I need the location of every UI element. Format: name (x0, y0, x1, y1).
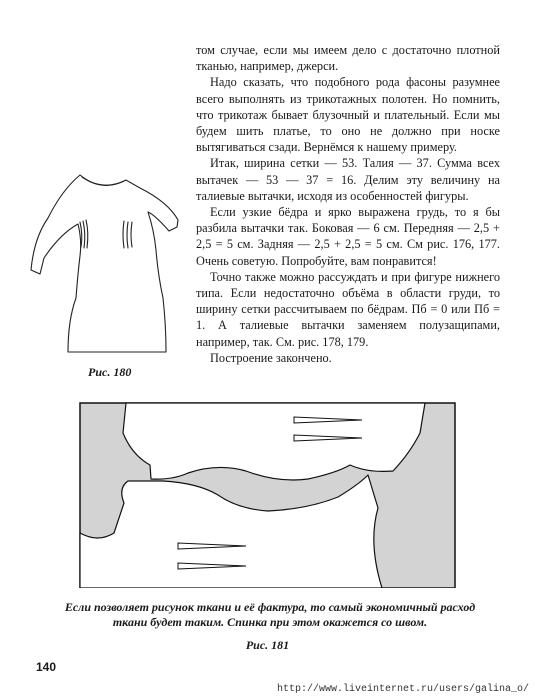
right-dart-1 (131, 222, 132, 247)
paragraph-1: том случае, если мы имеем дело с достаточно плотной тканью, например, джерси. (196, 43, 500, 74)
text-column (196, 42, 500, 366)
right-dart-2 (127, 222, 128, 248)
right-dart-3 (123, 221, 124, 248)
left-dart-3 (86, 220, 88, 248)
paragraph-6: Построение закончено. (210, 350, 332, 365)
figure-181-caption: Рис. 181 (245, 638, 290, 652)
page-number: 140 (36, 660, 57, 674)
figure-180-caption: Рис. 180 (88, 365, 132, 379)
figure-181-description: Если позволяет рисунок ткани и её фактура, то самый экономичный расход ткани будет таким. Спинка при этом окажется со швом. (64, 600, 476, 629)
watermark-url: http://www.liveinternet.ru/users/galina_o/ (276, 684, 529, 695)
left-dart-2 (83, 221, 85, 248)
paragraph-2: Надо сказать, что подобного рода фасоны разумнее всего выполнять из трикотажных полотен. Но помнить, что трикотаж бывает блузочный и плательный. Если мы будем шить платье, то оно не должно при носке вытягиваться сзади. Вернёмся к нашему примеру. (196, 75, 500, 155)
paragraph-3: Итак, ширина сетки — 53. Талия — 37. Сумма всех вытачек — 53 — 37 = 16. Делим эту величину на талиевые вытачки, исходя из особенностей фигуры. (196, 156, 500, 203)
pattern-piece-back (123, 403, 425, 480)
dress-sketch-figure (20, 160, 190, 360)
dress-outline (31, 175, 178, 352)
neckline (82, 177, 124, 185)
fabric-layout-figure (68, 393, 465, 588)
paragraph-4: Если узкие бёдра и ярко выражена грудь, то я бы разбила вытачки так. Боковая — 6 см. Передняя — 2,5 + 2,5 = 5 см. Задняя — 2,5 + 2,5 = 5 см. См рис. 176, 177. Очень советую. Попробуйте, вам понравится! (196, 205, 500, 268)
paragraph-5: Точно также можно рассуждать и при фигуре нижнего типа. Если недостаточно объёма в области груди, то ширину сетки рассчитываем по бёдрам. Пб = 0 или Пб = 1. А талиевые вытачки заменяем полузащипами, например, так. См. рис. 178, 179. (196, 269, 500, 349)
